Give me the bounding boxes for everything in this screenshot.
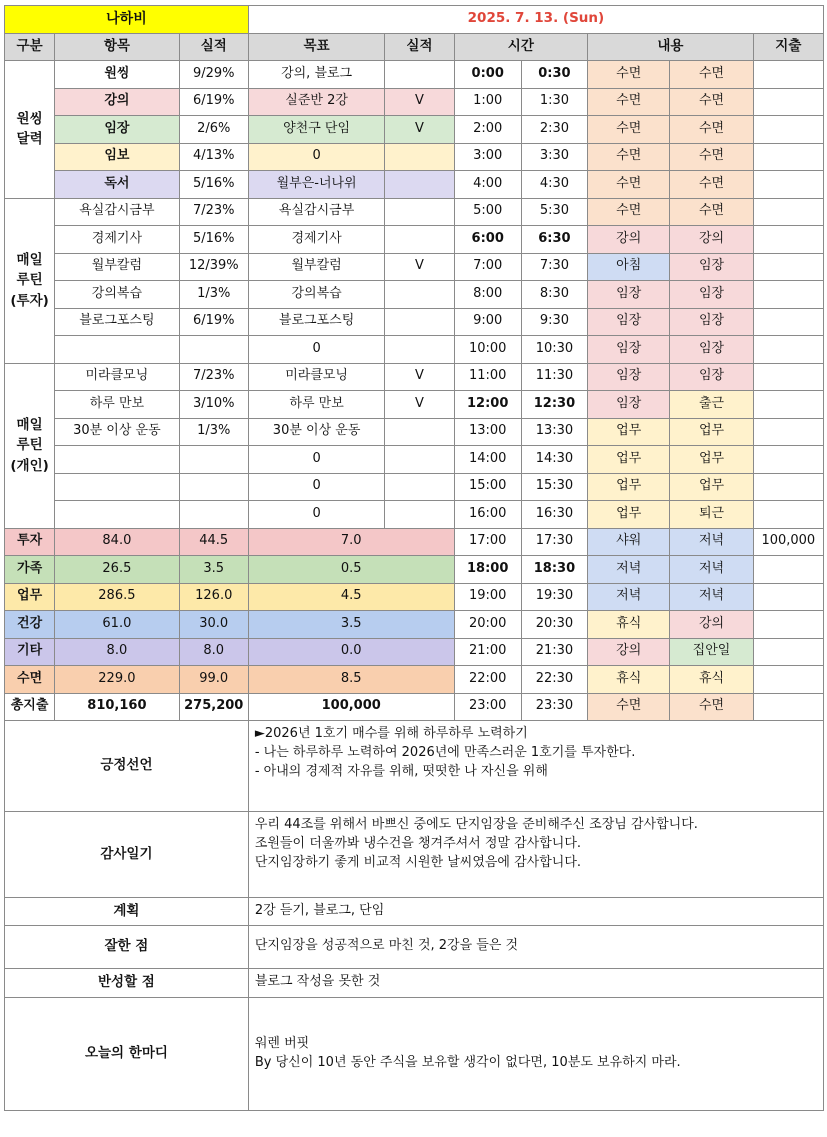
stat-month: 30.0 xyxy=(179,611,248,639)
plan-text: 2강 듣기, 블로그, 단임 xyxy=(248,898,823,926)
gratitude-label: 감사일기 xyxy=(5,812,249,898)
schedule-row xyxy=(5,171,824,199)
content-2: 퇴근 xyxy=(670,501,753,529)
group-label: 매일 루틴 (개인) xyxy=(5,363,55,528)
item-name xyxy=(55,336,179,364)
schedule-row xyxy=(5,253,824,281)
expense xyxy=(753,693,823,721)
schedule-row xyxy=(5,501,824,529)
affirmation-line: - 아내의 경제적 자유를 위해, 떳떳한 나 자신을 위해 xyxy=(254,763,548,779)
expense xyxy=(753,88,823,116)
schedule-row xyxy=(5,88,824,116)
time-half: 15:30 xyxy=(521,473,587,501)
stat-today: 4.5 xyxy=(248,583,454,611)
time-start: 15:00 xyxy=(454,473,521,501)
item-result: 1/3% xyxy=(179,281,248,309)
content-1: 임장 xyxy=(588,391,670,419)
item-result: 7/23% xyxy=(179,363,248,391)
time-start: 19:00 xyxy=(454,583,521,611)
item-goal: 강의복습 xyxy=(248,281,384,309)
time-start: 21:00 xyxy=(454,638,521,666)
content-1: 업무 xyxy=(588,501,670,529)
time-half: 8:30 xyxy=(521,281,587,309)
item-result: 2/6% xyxy=(179,116,248,144)
content-2: 저녁 xyxy=(670,583,753,611)
schedule-row xyxy=(5,336,824,364)
time-half: 0:30 xyxy=(521,61,587,89)
time-half: 2:30 xyxy=(521,116,587,144)
time-start: 10:00 xyxy=(454,336,521,364)
item-result: 12/39% xyxy=(179,253,248,281)
content-2: 수면 xyxy=(670,693,753,721)
stat-total: 810,160 xyxy=(55,693,179,721)
content-2: 임장 xyxy=(670,281,753,309)
item-check xyxy=(385,501,454,529)
expense xyxy=(753,171,823,199)
content-1: 저녁 xyxy=(588,556,670,584)
content-2: 수면 xyxy=(670,61,753,89)
expense: 100,000 xyxy=(753,528,823,556)
time-start: 23:00 xyxy=(454,693,521,721)
expense xyxy=(753,473,823,501)
col-item: 항목 xyxy=(55,33,179,61)
schedule-row xyxy=(5,418,824,446)
time-half: 10:30 xyxy=(521,336,587,364)
expense xyxy=(753,391,823,419)
time-half: 3:30 xyxy=(521,143,587,171)
expense xyxy=(753,418,823,446)
time-start: 22:00 xyxy=(454,666,521,694)
item-name: 경제기사 xyxy=(55,226,179,254)
quote-label: 오늘의 한마디 xyxy=(5,997,249,1110)
content-2: 업무 xyxy=(670,418,753,446)
content-1: 수면 xyxy=(588,61,670,89)
expense xyxy=(753,253,823,281)
planner-table xyxy=(4,5,824,1111)
content-2: 수면 xyxy=(670,171,753,199)
item-result xyxy=(179,446,248,474)
content-1: 강의 xyxy=(588,226,670,254)
item-goal: 블로그포스팅 xyxy=(248,308,384,336)
time-half: 17:30 xyxy=(521,528,587,556)
expense xyxy=(753,226,823,254)
time-start: 4:00 xyxy=(454,171,521,199)
stat-total: 61.0 xyxy=(55,611,179,639)
schedule-row xyxy=(5,281,824,309)
content-1: 수면 xyxy=(588,693,670,721)
content-2: 출근 xyxy=(670,391,753,419)
item-goal: 양천구 단임 xyxy=(248,116,384,144)
content-2: 업무 xyxy=(670,446,753,474)
content-2: 임장 xyxy=(670,253,753,281)
item-name: 블로그포스팅 xyxy=(55,308,179,336)
expense xyxy=(753,611,823,639)
item-goal: 월부은-너나위 xyxy=(248,171,384,199)
item-check: V xyxy=(385,363,454,391)
stat-today: 0.0 xyxy=(248,638,454,666)
content-1: 수면 xyxy=(588,171,670,199)
content-1: 업무 xyxy=(588,446,670,474)
content-2: 저녁 xyxy=(670,556,753,584)
time-start: 16:00 xyxy=(454,501,521,529)
item-goal: 실준반 2강 xyxy=(248,88,384,116)
item-name: 원씽 xyxy=(55,61,179,89)
expense xyxy=(753,363,823,391)
schedule-row xyxy=(5,391,824,419)
item-check xyxy=(385,143,454,171)
gratitude-line: 우리 44조를 위해서 바쁘신 중에도 단지임장을 준비해주신 조장님 감사합니다. xyxy=(254,817,698,832)
item-result: 7/23% xyxy=(179,198,248,226)
time-start: 5:00 xyxy=(454,198,521,226)
stat-label: 투자 xyxy=(5,528,55,556)
stat-today: 3.5 xyxy=(248,611,454,639)
time-half: 1:30 xyxy=(521,88,587,116)
gratitude-text xyxy=(248,812,823,898)
expense xyxy=(753,446,823,474)
affirmation-label: 긍정선언 xyxy=(5,721,249,812)
group-label: 매일 루틴 (투자) xyxy=(5,198,55,363)
item-goal: 0 xyxy=(248,473,384,501)
item-check xyxy=(385,226,454,254)
time-half: 23:30 xyxy=(521,693,587,721)
time-half: 4:30 xyxy=(521,171,587,199)
stat-total: 26.5 xyxy=(55,556,179,584)
item-name: 임보 xyxy=(55,143,179,171)
col-expense: 지출 xyxy=(753,33,823,61)
stat-label: 건강 xyxy=(5,611,55,639)
item-result: 6/19% xyxy=(179,88,248,116)
reflect-label: 반성할 점 xyxy=(5,968,249,997)
item-goal: 0 xyxy=(248,501,384,529)
good-label: 잘한 점 xyxy=(5,925,249,968)
time-start: 18:00 xyxy=(454,556,521,584)
content-1: 수면 xyxy=(588,143,670,171)
item-name: 하루 만보 xyxy=(55,391,179,419)
time-start: 1:00 xyxy=(454,88,521,116)
content-1: 업무 xyxy=(588,473,670,501)
stat-label: 총지출 xyxy=(5,693,55,721)
time-start: 11:00 xyxy=(454,363,521,391)
item-goal: 0 xyxy=(248,446,384,474)
item-name xyxy=(55,473,179,501)
stat-row xyxy=(5,666,824,694)
content-2: 저녁 xyxy=(670,528,753,556)
item-name: 미라클모닝 xyxy=(55,363,179,391)
expense xyxy=(753,61,823,89)
content-2: 집안일 xyxy=(670,638,753,666)
stat-month: 44.5 xyxy=(179,528,248,556)
content-2: 임장 xyxy=(670,363,753,391)
item-name: 욕실감시금부 xyxy=(55,198,179,226)
item-check xyxy=(385,308,454,336)
time-start: 12:00 xyxy=(454,391,521,419)
schedule-row xyxy=(5,473,824,501)
item-check xyxy=(385,418,454,446)
schedule-row xyxy=(5,446,824,474)
time-start: 2:00 xyxy=(454,116,521,144)
item-name: 강의 xyxy=(55,88,179,116)
item-check: V xyxy=(385,116,454,144)
content-2: 수면 xyxy=(670,88,753,116)
time-half: 20:30 xyxy=(521,611,587,639)
stat-total: 84.0 xyxy=(55,528,179,556)
content-1: 수면 xyxy=(588,88,670,116)
item-goal: 0 xyxy=(248,336,384,364)
item-goal: 욕실감시금부 xyxy=(248,198,384,226)
stat-today: 8.5 xyxy=(248,666,454,694)
item-name: 임장 xyxy=(55,116,179,144)
stat-row xyxy=(5,583,824,611)
content-1: 임장 xyxy=(588,281,670,309)
schedule-row xyxy=(5,363,824,391)
reflect-text: 블로그 작성을 못한 것 xyxy=(248,968,823,997)
item-result: 5/16% xyxy=(179,226,248,254)
time-half: 12:30 xyxy=(521,391,587,419)
stat-row xyxy=(5,693,824,721)
gratitude-line: 단지임장하기 좋게 비교적 시원한 날씨였음에 감사합니다. xyxy=(254,854,582,870)
content-2: 강의 xyxy=(670,611,753,639)
item-goal: 30분 이상 운동 xyxy=(248,418,384,446)
time-half: 22:30 xyxy=(521,666,587,694)
content-1: 수면 xyxy=(588,116,670,144)
col-category: 구분 xyxy=(5,33,55,61)
stat-row xyxy=(5,611,824,639)
content-2: 업무 xyxy=(670,473,753,501)
item-check: V xyxy=(385,253,454,281)
content-1: 수면 xyxy=(588,198,670,226)
schedule-row xyxy=(5,61,824,89)
col-content: 내용 xyxy=(588,33,754,61)
content-1: 아침 xyxy=(588,253,670,281)
expense xyxy=(753,281,823,309)
date-title: 2025. 7. 13. (Sun) xyxy=(248,6,823,34)
content-2: 수면 xyxy=(670,198,753,226)
quote-author: 워렌 버핏 xyxy=(254,1036,310,1051)
expense xyxy=(753,556,823,584)
item-result xyxy=(179,336,248,364)
stat-total: 286.5 xyxy=(55,583,179,611)
stat-month: 275,200 xyxy=(179,693,248,721)
quote-line: By 당신이 10년 동안 주식을 보유할 생각이 없다면, 10분도 보유하지 마라. xyxy=(254,1054,681,1070)
time-half: 21:30 xyxy=(521,638,587,666)
item-goal: 미라클모닝 xyxy=(248,363,384,391)
content-1: 휴식 xyxy=(588,611,670,639)
time-start: 14:00 xyxy=(454,446,521,474)
content-2: 휴식 xyxy=(670,666,753,694)
item-name xyxy=(55,501,179,529)
expense xyxy=(753,308,823,336)
col-achieved: 실적 xyxy=(385,33,454,61)
item-goal: 경제기사 xyxy=(248,226,384,254)
content-2: 임장 xyxy=(670,308,753,336)
content-2: 수면 xyxy=(670,116,753,144)
content-1: 저녁 xyxy=(588,583,670,611)
time-half: 14:30 xyxy=(521,446,587,474)
content-1: 임장 xyxy=(588,308,670,336)
expense xyxy=(753,501,823,529)
item-name: 독서 xyxy=(55,171,179,199)
stat-month: 8.0 xyxy=(179,638,248,666)
time-half: 5:30 xyxy=(521,198,587,226)
schedule-row xyxy=(5,116,824,144)
content-1: 업무 xyxy=(588,418,670,446)
stat-row xyxy=(5,528,824,556)
expense xyxy=(753,583,823,611)
good-text: 단지임장을 성공적으로 마친 것, 2강을 들은 것 xyxy=(248,925,823,968)
plan-label: 계획 xyxy=(5,898,249,926)
time-half: 9:30 xyxy=(521,308,587,336)
item-result: 1/3% xyxy=(179,418,248,446)
item-name: 30분 이상 운동 xyxy=(55,418,179,446)
expense xyxy=(753,198,823,226)
time-start: 9:00 xyxy=(454,308,521,336)
item-result xyxy=(179,501,248,529)
stat-total: 229.0 xyxy=(55,666,179,694)
item-check xyxy=(385,198,454,226)
item-goal: 0 xyxy=(248,143,384,171)
stat-today: 7.0 xyxy=(248,528,454,556)
owner-name: 나하비 xyxy=(5,6,249,34)
item-result xyxy=(179,473,248,501)
item-result: 6/19% xyxy=(179,308,248,336)
time-start: 13:00 xyxy=(454,418,521,446)
item-result: 3/10% xyxy=(179,391,248,419)
item-check xyxy=(385,61,454,89)
expense xyxy=(753,638,823,666)
time-half: 7:30 xyxy=(521,253,587,281)
affirmation-line: ►2026년 1호기 매수를 위해 하루하루 노력하기 xyxy=(254,726,528,741)
time-start: 17:00 xyxy=(454,528,521,556)
time-start: 7:00 xyxy=(454,253,521,281)
expense xyxy=(753,666,823,694)
item-check: V xyxy=(385,88,454,116)
stat-month: 126.0 xyxy=(179,583,248,611)
item-goal: 하루 만보 xyxy=(248,391,384,419)
stat-label: 가족 xyxy=(5,556,55,584)
time-half: 13:30 xyxy=(521,418,587,446)
content-1: 샤워 xyxy=(588,528,670,556)
item-check xyxy=(385,473,454,501)
content-1: 임장 xyxy=(588,336,670,364)
schedule-row xyxy=(5,226,824,254)
item-result: 9/29% xyxy=(179,61,248,89)
stat-today: 100,000 xyxy=(248,693,454,721)
schedule-row xyxy=(5,308,824,336)
item-check xyxy=(385,446,454,474)
affirmation-line: - 나는 하루하루 노력하여 2026년에 만족스러운 1호기를 투자한다. xyxy=(254,744,636,760)
stat-label: 업무 xyxy=(5,583,55,611)
item-check xyxy=(385,281,454,309)
time-half: 16:30 xyxy=(521,501,587,529)
stat-total: 8.0 xyxy=(55,638,179,666)
schedule-row xyxy=(5,143,824,171)
content-2: 임장 xyxy=(670,336,753,364)
col-time: 시간 xyxy=(454,33,587,61)
col-goal: 목표 xyxy=(248,33,384,61)
expense xyxy=(753,116,823,144)
stat-today: 0.5 xyxy=(248,556,454,584)
group-label: 원씽 달력 xyxy=(5,61,55,199)
expense xyxy=(753,336,823,364)
stat-month: 99.0 xyxy=(179,666,248,694)
time-start: 0:00 xyxy=(454,61,521,89)
col-result: 실적 xyxy=(179,33,248,61)
time-half: 18:30 xyxy=(521,556,587,584)
time-half: 19:30 xyxy=(521,583,587,611)
item-name xyxy=(55,446,179,474)
item-goal: 강의, 블로그 xyxy=(248,61,384,89)
stat-label: 기타 xyxy=(5,638,55,666)
affirmation-text xyxy=(248,721,823,812)
time-half: 6:30 xyxy=(521,226,587,254)
stat-row xyxy=(5,638,824,666)
time-start: 20:00 xyxy=(454,611,521,639)
gratitude-line: 조원들이 더울까봐 냉수건을 챙겨주셔서 정말 감사합니다. xyxy=(254,835,582,851)
time-half: 11:30 xyxy=(521,363,587,391)
stat-row xyxy=(5,556,824,584)
item-name: 강의복습 xyxy=(55,281,179,309)
stat-month: 3.5 xyxy=(179,556,248,584)
item-result: 5/16% xyxy=(179,171,248,199)
expense xyxy=(753,143,823,171)
content-1: 휴식 xyxy=(588,666,670,694)
content-1: 강의 xyxy=(588,638,670,666)
item-check: V xyxy=(385,391,454,419)
content-2: 수면 xyxy=(670,143,753,171)
schedule-row xyxy=(5,198,824,226)
quote-text xyxy=(248,997,823,1110)
item-check xyxy=(385,171,454,199)
time-start: 6:00 xyxy=(454,226,521,254)
content-2: 강의 xyxy=(670,226,753,254)
time-start: 3:00 xyxy=(454,143,521,171)
item-goal: 월부칼럼 xyxy=(248,253,384,281)
item-name: 월부칼럼 xyxy=(55,253,179,281)
content-1: 임장 xyxy=(588,363,670,391)
item-check xyxy=(385,336,454,364)
item-result: 4/13% xyxy=(179,143,248,171)
time-start: 8:00 xyxy=(454,281,521,309)
stat-label: 수면 xyxy=(5,666,55,694)
